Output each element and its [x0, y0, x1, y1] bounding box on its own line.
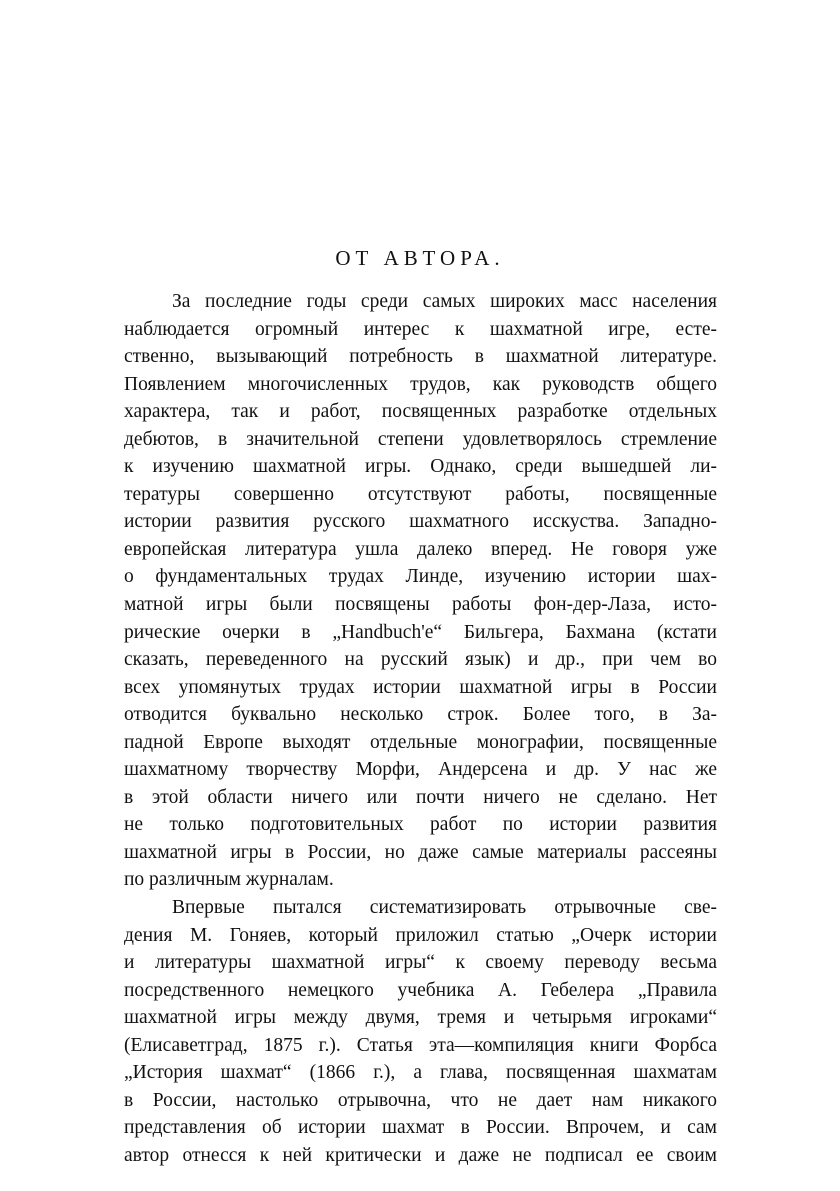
text-line: и литературы шахматной игры“ к своему переводу весьма — [124, 952, 717, 974]
text-line: рические очерки в „Handbuch'e“ Бильгера, Бахмана (кстати — [124, 621, 717, 643]
text-line: шахматной игры между двумя, тремя и четырьмя игроками“ — [124, 1007, 717, 1029]
text-line: ственно, вызывающий потребность в шахматной литературе. — [124, 346, 717, 368]
text-line: характера, так и работ, посвященных разработке отдельных — [124, 401, 717, 423]
text-line: (Елисаветград, 1875 г.). Статья эта—компиляция книги Форбса — [124, 1034, 717, 1056]
text-line: представления об истории шахмат в России. Впрочем, и сам — [124, 1117, 717, 1139]
text-line: к изучению шахматной игры. Однако, среди вышедшей ли- — [124, 456, 717, 478]
text-line: шахматному творчеству Морфи, Андерсена и др. У нас же — [124, 759, 717, 781]
text-line: европейская литература ушла далеко вперед. Не говоря уже — [124, 538, 717, 560]
text-line: не только подготовительных работ по истории развития — [124, 814, 717, 836]
text-line: по различным журналам. — [124, 869, 334, 891]
text-line: всех упомянутых трудах истории шахматной игры в России — [124, 676, 717, 698]
text-line: в этой области ничего или почти ничего не сделано. Нет — [124, 786, 717, 808]
text-line: о фундаментальных трудах Линде, изучению истории шах- — [124, 566, 717, 588]
text-line: отводится буквально несколько строк. Более того, в За- — [124, 704, 717, 726]
text-line: падной Европе выходят отдельные монографии, посвященные — [124, 731, 717, 753]
text-line: автор отнесся к ней критически и даже не подписал ее своим — [124, 1144, 717, 1166]
text-line: в России, настолько отрывочна, что не дает нам никакого — [124, 1089, 717, 1111]
text-line: Появлением многочисленных трудов, как руководств общего — [124, 373, 717, 395]
text-line: посредственного немецкого учебника А. Гебелера „Правила — [124, 979, 717, 1001]
text-line: сказать, переведенного на русский язык) и др., при чем во — [124, 649, 717, 671]
text-line: матной игры были посвящены работы фон-дер-Лаза, исто- — [124, 594, 717, 616]
text-line: тературы совершенно отсутствуют работы, посвященные — [124, 483, 717, 505]
body-text — [124, 288, 717, 1170]
text-line: „История шахмат“ (1866 г.), а глава, посвященная шахматам — [124, 1062, 717, 1084]
text-line: Впервые пытался систематизировать отрывочные све- — [172, 897, 717, 919]
page-title: ОТ АВТОРА. — [335, 246, 505, 270]
text-line: дения М. Гоняев, который приложил статью „Очерк истории — [124, 924, 717, 946]
text-line: дебютов, в значительной степени удовлетворялось стремление — [124, 428, 717, 450]
text-line: За последние годы среди самых широких масс населения — [172, 291, 717, 312]
text-line: шахматной игры в России, но даже самые материалы рассеяны — [124, 841, 717, 863]
text-line: истории развития русского шахматного исскуства. Западно- — [124, 511, 717, 533]
text-line: наблюдается огромный интерес к шахматной игре, есте- — [124, 318, 717, 340]
